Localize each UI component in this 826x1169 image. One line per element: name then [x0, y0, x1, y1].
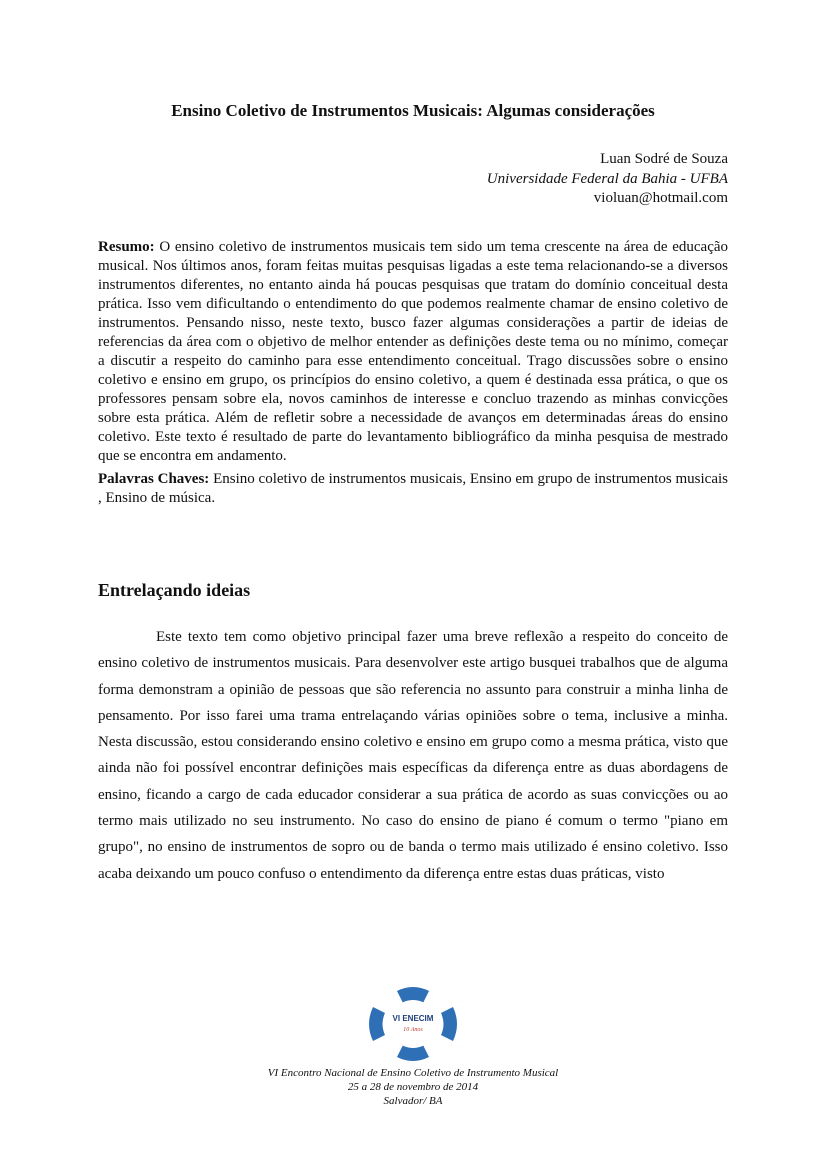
- author-affiliation: Universidade Federal da Bahia - UFBA: [486, 170, 728, 187]
- footer: [0, 985, 826, 1108]
- keywords-text: Ensino coletivo de instrumentos musicais, Ensino em grupo de instrumentos musicais , Ensino de música.: [98, 471, 728, 506]
- logo-text: VI ENECIM: [392, 1014, 434, 1023]
- abstract-label: Resumo:: [98, 239, 155, 255]
- enecim-logo: [367, 985, 459, 1063]
- keywords: [98, 470, 728, 508]
- footer-line-2: 25 a 28 de novembro de 2014: [347, 1081, 479, 1093]
- logo-center: [389, 1000, 437, 1048]
- paper-title: Ensino Coletivo de Instrumentos Musicais: Algumas considerações: [171, 101, 655, 120]
- footer-line-1: VI Encontro Nacional de Ensino Coletivo de Instrumento Musical: [267, 1067, 559, 1079]
- abstract: [98, 238, 728, 466]
- body-paragraph: Este texto tem como objetivo principal fazer uma breve reflexão a respeito do conceito de ensino coletivo de instrumentos musicais. Para desenvolver este artigo busquei trabalhos que de alguma forma demonstram a opinião de pessoas que são referencia no assunto para construir a minha linha de pensamento. Por isso farei uma trama entrelaçando várias opiniões sobre o tema, inclusive a minha. Nesta discussão, estou considerando ensino coletivo e ensino em grupo como a mesma prática, visto que ainda não foi possível encontrar definições mais específicas da diferença entre as duas abordagens de ensino, ficando a cargo de cada educador considerar a sua prática de acordo as suas convicções ou ao termo mais utilizado no seu instrumento. No caso do ensino de piano é comum o termo "piano em grupo", no ensino de instrumentos de sopro ou de banda o termo mais utilizado é ensino coletivo. Isso acaba deixando um pouco confuso o entendimento da diferença entre estas duas práticas, visto: [98, 629, 728, 882]
- abstract-text: O ensino coletivo de instrumentos musicais tem sido um tema crescente na área de educação musical. Nos últimos anos, foram feitas muitas pesquisas ligadas a este tema relacionando-se a diversos instrumentos diferentes, no entanto ainda há poucas pesquisas que tratam do domínio conceitual desta prática. Isso vem dificultando o entendimento do que podemos realmente chamar de ensino coletivo de instrumentos. Pensando nisso, neste texto, busco fazer algumas considerações a partir de ideias de referencias da área com o objetivo de melhor entender as definições deste tema ou no mínimo, começar a discutir a respeito do caminho para esse entendimento conceitual. Trago discussões sobre o ensino coletivo e ensino em grupo, os princípios do ensino coletivo, a quem é destinada essa prática, o que os professores pensam sobre ela, novos caminhos de interesse e concluo trazendo as minhas convicções sobre esta prática. Além de refletir sobre a necessidade de avanços em determinadas áreas do ensino coletivo. Este texto é resultado de parte do levantamento bibliográfico da minha pesquisa de mestrado que se encontra em andamento.: [98, 239, 729, 464]
- abstract-block: [98, 238, 728, 508]
- keywords-label: Palavras Chaves:: [98, 471, 210, 487]
- author-block: [487, 150, 728, 209]
- logo-subtext: 10 Anos: [403, 1027, 423, 1033]
- author-email: violuan@hotmail.com: [593, 190, 728, 206]
- footer-line-3: Salvador/ BA: [383, 1095, 443, 1107]
- author-name: Luan Sodré de Souza: [600, 151, 728, 167]
- section-heading: Entrelaçando ideias: [98, 580, 251, 600]
